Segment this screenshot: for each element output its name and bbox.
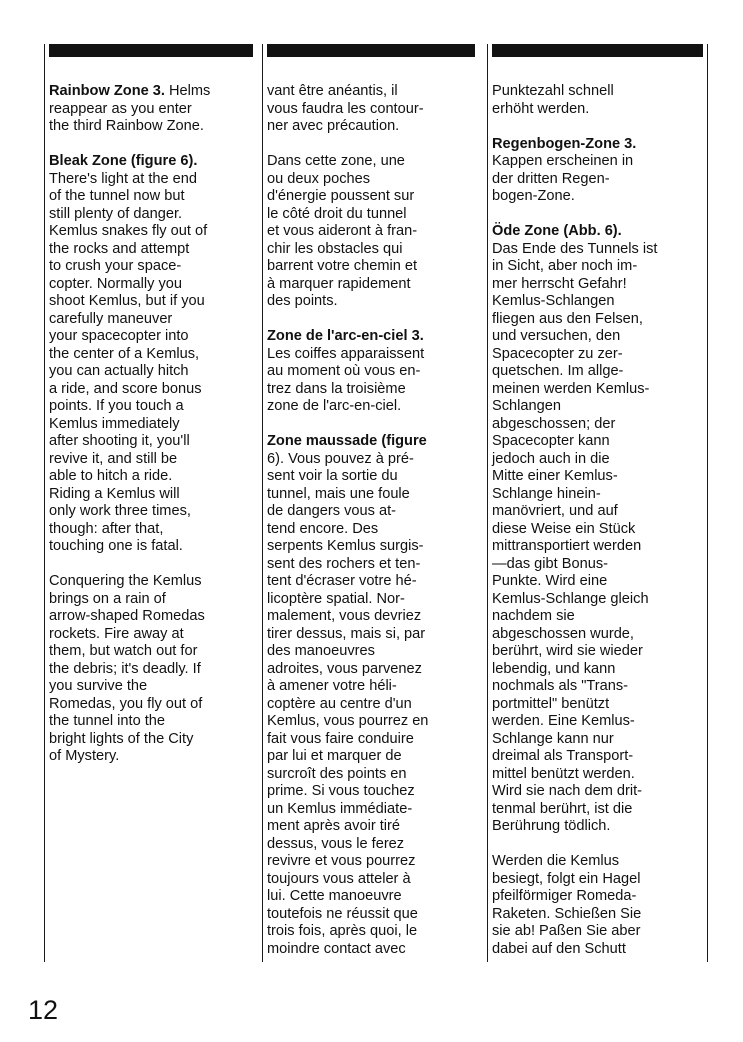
text-line: Wird sie nach dem drit- bbox=[492, 783, 643, 799]
text-line: points. If you touch a bbox=[49, 398, 184, 414]
text-line: moindre contact avec bbox=[267, 940, 406, 957]
text-line: Dans cette zone, une bbox=[267, 153, 405, 169]
text-line: the center of a Kemlus, bbox=[49, 345, 200, 362]
paragraph bbox=[49, 153, 255, 556]
text-line: of the tunnel now but bbox=[49, 188, 185, 204]
paragraph-heading: Regenbogen-Zone 3. bbox=[492, 135, 637, 152]
text-line: der dritten Regen- bbox=[492, 170, 610, 187]
text-line: a ride, and score bonus bbox=[49, 380, 202, 397]
text-line: vous faudra les contour- bbox=[267, 100, 424, 117]
text-line: the rocks and attempt bbox=[49, 240, 190, 257]
text-line: serpents Kemlus surgis- bbox=[267, 538, 424, 554]
text-line: to crush your space- bbox=[49, 258, 182, 274]
text-line: au moment où vous en- bbox=[267, 363, 421, 379]
text-line: lui. Cette manoeuvre bbox=[267, 888, 402, 904]
text-line: Romedas, you fly out of bbox=[49, 695, 203, 712]
text-line: le côté droit du tunnel bbox=[267, 205, 407, 222]
text-line: arrow-shaped Romedas bbox=[49, 608, 205, 624]
text-line: only work three times, bbox=[49, 503, 191, 519]
paragraph bbox=[267, 433, 477, 958]
text-line: nochmals als "Trans- bbox=[492, 678, 629, 694]
paragraph bbox=[492, 223, 705, 836]
text-line: bogen-Zone. bbox=[492, 188, 575, 204]
text-line: chir les obstacles qui bbox=[267, 240, 403, 257]
text-line: de dangers vous at- bbox=[267, 503, 396, 519]
text-line: à amener votre héli- bbox=[267, 678, 397, 694]
text-line: revive it, and still be bbox=[49, 450, 178, 467]
text-line: Berührung tödlich. bbox=[492, 818, 611, 834]
text-line: Riding a Kemlus will bbox=[49, 485, 180, 502]
text-line: Kemlus snakes fly out of bbox=[49, 223, 208, 239]
paragraph bbox=[492, 83, 705, 118]
text-line: you can actually hitch bbox=[49, 363, 189, 379]
paragraph bbox=[492, 853, 705, 958]
text-line: trez dans la troisième bbox=[267, 380, 406, 397]
text-line: dessus, vous le ferez bbox=[267, 835, 405, 852]
text-line: adroites, vous parvenez bbox=[267, 660, 422, 677]
text-line: dreimal als Transport- bbox=[492, 748, 634, 764]
text-line: Schlange hinein- bbox=[492, 485, 601, 502]
text-line: copter. Normally you bbox=[49, 275, 183, 292]
text-line: Schlange kann nur bbox=[492, 730, 614, 747]
text-line: Spacecopter kann bbox=[492, 433, 610, 449]
text-line: besiegt, folgt ein Hagel bbox=[492, 870, 641, 887]
text-line: diese Weise ein Stück bbox=[492, 520, 636, 537]
text-line: surcroît des points en bbox=[267, 765, 407, 782]
text-line: sie ab! Paßen Sie aber bbox=[492, 923, 641, 939]
text-line: tenmal berührt, ist die bbox=[492, 800, 633, 817]
text-line: zone de l'arc-en-ciel. bbox=[267, 398, 402, 414]
text-line: abgeschossen; der bbox=[492, 415, 616, 432]
text-line: quetschen. Im allge- bbox=[492, 363, 624, 379]
text-line: Kappen erscheinen in bbox=[492, 153, 634, 169]
text-line: nachdem sie bbox=[492, 608, 575, 624]
text-line: ner avec précaution. bbox=[267, 118, 400, 134]
text-line: Punktezahl schnell bbox=[492, 83, 614, 99]
text-line: toutefois ne réussit que bbox=[267, 905, 418, 922]
text-line: There's light at the end bbox=[49, 170, 198, 187]
text-line: the debris; it's deadly. If bbox=[49, 660, 201, 677]
paragraph bbox=[267, 83, 477, 136]
text-line: licoptère spatial. Nor- bbox=[267, 590, 405, 607]
text-line: able to hitch a ride. bbox=[49, 468, 173, 484]
text-line: d'énergie poussent sur bbox=[267, 188, 415, 204]
text-line: barrent votre chemin et bbox=[267, 258, 418, 274]
text-line: tent d'écraser votre hé- bbox=[267, 573, 417, 589]
text-line: sent voir la sortie du bbox=[267, 468, 398, 484]
text-line: Kemlus immediately bbox=[49, 415, 180, 432]
paragraph-heading: Rainbow Zone 3. bbox=[49, 83, 165, 99]
text-line: your spacecopter into bbox=[49, 328, 189, 344]
text-line: prime. Si vous touchez bbox=[267, 783, 415, 799]
column-english bbox=[44, 44, 257, 962]
text-line: mer herrscht Gefahr! bbox=[492, 275, 627, 292]
text-line: Kemlus-Schlange gleich bbox=[492, 590, 649, 607]
text-line: Raketen. Schießen Sie bbox=[492, 905, 642, 922]
text-line: Mitte einer Kemlus- bbox=[492, 468, 618, 484]
text-line: rockets. Fire away at bbox=[49, 625, 184, 642]
text-line: though: after that, bbox=[49, 520, 164, 537]
text-line: tirer dessus, mais si, par bbox=[267, 625, 426, 642]
column-header-bar bbox=[267, 44, 475, 57]
text-line: revivre et vous pourrez bbox=[267, 853, 416, 869]
text-line: berührt, wird sie wieder bbox=[492, 643, 643, 659]
column-german bbox=[487, 44, 708, 962]
paragraph bbox=[267, 328, 477, 416]
text-line: manövriert, und auf bbox=[492, 503, 618, 519]
text-line: pfeilförmiger Romeda- bbox=[492, 888, 637, 904]
text-line: coptère au centre d'un bbox=[267, 695, 412, 712]
text-line: des manoeuvres bbox=[267, 643, 375, 659]
text-line: Les coiffes apparaissent bbox=[267, 345, 425, 362]
text-line: et vous aideront à fran- bbox=[267, 223, 418, 239]
text-line: brings on a rain of bbox=[49, 590, 166, 607]
text-line: of Mystery. bbox=[49, 748, 120, 764]
page-number: 12 bbox=[28, 995, 59, 1025]
text-line: mittel benützt werden. bbox=[492, 765, 635, 782]
column-text-german bbox=[492, 83, 705, 976]
column-french bbox=[262, 44, 479, 962]
text-line: shoot Kemlus, but if you bbox=[49, 293, 205, 309]
text-line: Kemlus-Schlangen bbox=[492, 293, 615, 309]
text-line: you survive the bbox=[49, 678, 148, 694]
text-line: in Sicht, aber noch im- bbox=[492, 258, 638, 274]
text-line: —das gibt Bonus- bbox=[492, 555, 609, 572]
paragraph bbox=[492, 136, 705, 206]
text-line: tunnel, mais une foule bbox=[267, 485, 410, 502]
text-line: Punkte. Wird eine bbox=[492, 573, 608, 589]
text-line: the tunnel into the bbox=[49, 713, 166, 729]
text-line: toujours vous atteler à bbox=[267, 870, 411, 887]
text-line: 6). Vous pouvez à pré- bbox=[267, 450, 414, 467]
paragraph-heading: Bleak Zone (figure 6). bbox=[49, 153, 198, 169]
column-text-english bbox=[49, 83, 255, 783]
text-line: mittransportiert werden bbox=[492, 538, 642, 554]
text-line: fait vous faire conduire bbox=[267, 730, 414, 747]
text-line: reappear as you enter bbox=[49, 100, 192, 117]
text-line: trois fois, après quoi, le bbox=[267, 923, 418, 939]
text-line: Conquering the Kemlus bbox=[49, 573, 202, 589]
text-line: sent des rochers et ten- bbox=[267, 555, 421, 572]
text-line: und versuchen, den bbox=[492, 328, 621, 344]
column-header-bar bbox=[49, 44, 253, 57]
column-header-bar bbox=[492, 44, 703, 57]
paragraph-heading: Öde Zone (Abb. 6). bbox=[492, 223, 622, 239]
paragraph bbox=[49, 573, 255, 766]
text-line: them, but watch out for bbox=[49, 643, 198, 659]
text-line: des points. bbox=[267, 293, 338, 309]
text-line: after shooting it, you'll bbox=[49, 433, 190, 449]
text-line: fliegen aus den Felsen, bbox=[492, 310, 643, 327]
text-line: tend encore. Des bbox=[267, 520, 379, 537]
text-line: par lui et marquer de bbox=[267, 748, 402, 764]
text-line: carefully maneuver bbox=[49, 310, 173, 327]
text-line: malement, vous devriez bbox=[267, 608, 422, 624]
paragraph-heading: Zone maussade (figure bbox=[267, 433, 427, 449]
text-line: vant être anéantis, il bbox=[267, 83, 398, 99]
text-line: Werden die Kemlus bbox=[492, 853, 620, 869]
text-line: bright lights of the City bbox=[49, 730, 194, 747]
text-line: meinen werden Kemlus- bbox=[492, 380, 650, 397]
text-line: un Kemlus immédiate- bbox=[267, 800, 413, 817]
column-text-french bbox=[267, 83, 477, 976]
paragraph bbox=[49, 83, 255, 136]
text-line: portmittel" benützt bbox=[492, 695, 610, 712]
text-line: abgeschossen wurde, bbox=[492, 625, 634, 642]
text-line: ou deux poches bbox=[267, 170, 371, 187]
text-line: lebendig, und kann bbox=[492, 660, 616, 677]
text-line: Kemlus, vous pourrez en bbox=[267, 713, 429, 729]
text-line: dabei auf den Schutt bbox=[492, 940, 626, 957]
text-line: Helms bbox=[164, 83, 211, 99]
text-line: werden. Eine Kemlus- bbox=[492, 713, 635, 729]
text-line: Schlangen bbox=[492, 398, 561, 414]
text-line: à marquer rapidement bbox=[267, 275, 411, 292]
text-line: still plenty of danger. bbox=[49, 205, 183, 222]
text-line: ment après avoir tiré bbox=[267, 818, 401, 834]
paragraph bbox=[267, 153, 477, 311]
paragraph-heading: Zone de l'arc-en-ciel 3. bbox=[267, 328, 424, 344]
text-line: Spacecopter zu zer- bbox=[492, 345, 623, 362]
text-line: Das Ende des Tunnels ist bbox=[492, 240, 658, 257]
text-line: touching one is fatal. bbox=[49, 538, 183, 554]
text-line: erhöht werden. bbox=[492, 100, 590, 117]
text-line: jedoch auch in die bbox=[492, 450, 610, 467]
text-line: the third Rainbow Zone. bbox=[49, 118, 204, 134]
